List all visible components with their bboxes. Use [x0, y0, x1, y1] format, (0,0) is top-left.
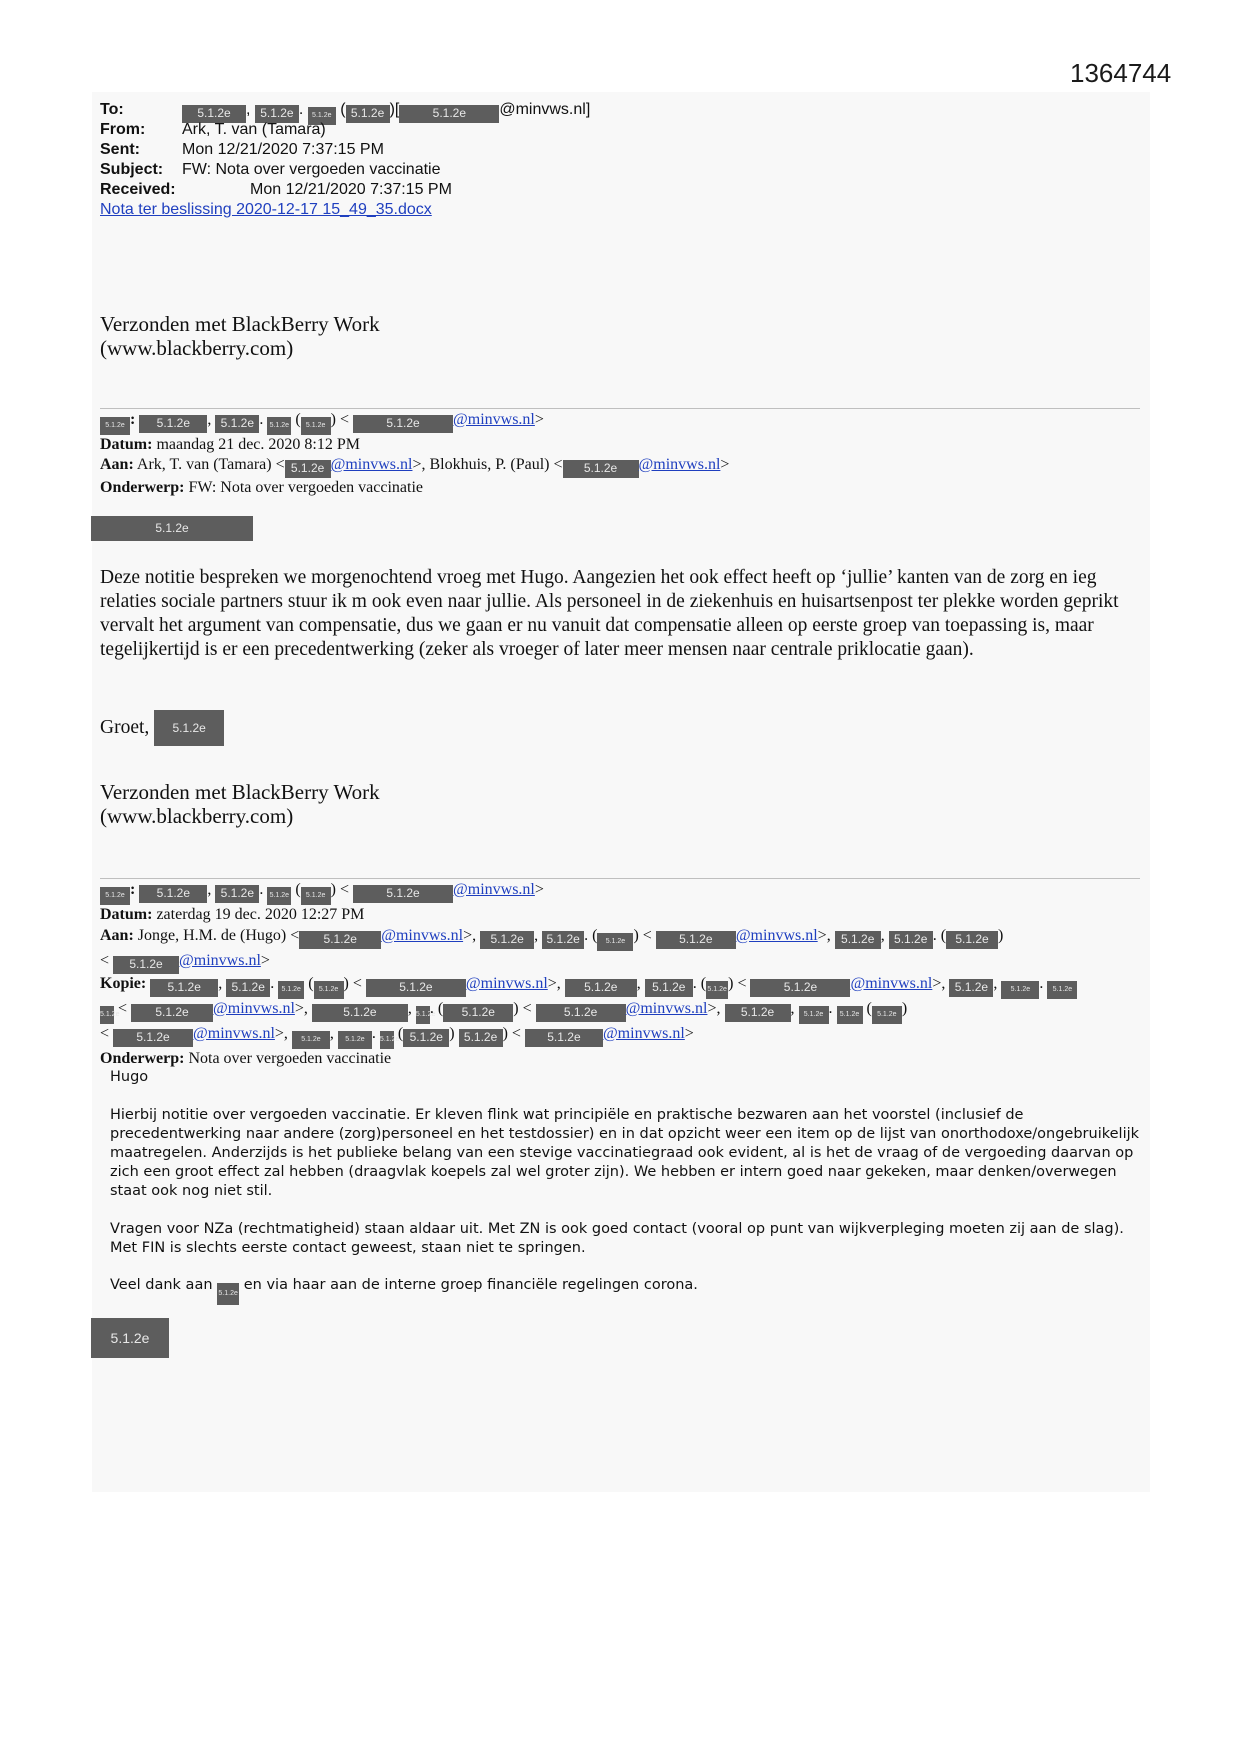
redaction: 5.1.2e: [150, 979, 218, 997]
signature-block: [100, 312, 380, 360]
redaction: 5.1.2e: [563, 460, 639, 478]
redaction: 5.1.2e: [416, 1006, 430, 1024]
salutation: Hugo: [110, 1069, 149, 1085]
received-row: [100, 180, 590, 200]
redaction: 5.1.2e: [338, 1031, 372, 1049]
onderwerp-label: Onderwerp:: [100, 1049, 185, 1067]
redaction: 5.1.2e: [299, 931, 381, 949]
attachment-row: [100, 200, 590, 220]
email-header: [100, 100, 590, 220]
redaction: 5.1.2e: [597, 933, 633, 951]
email-link[interactable]: @minvws.nl: [453, 881, 535, 898]
redaction: 5.1.2e: [226, 979, 270, 997]
email-link[interactable]: @minvws.nl: [179, 951, 261, 969]
aan-name: >, Blokhuis, P. (Paul) <: [412, 456, 563, 473]
redaction: 5.1.2e: [645, 979, 693, 997]
redaction: 5.1.2e: [217, 1283, 239, 1305]
redaction: 5.1.2e: [100, 887, 130, 905]
redaction: 5.1.2e: [706, 981, 728, 999]
redaction: 5.1.2e: [131, 1004, 213, 1022]
redaction: 5.1.2e: [308, 107, 336, 125]
signature-line: Verzonden met BlackBerry Work: [100, 312, 380, 336]
redaction: 5.1.2e: [314, 981, 344, 999]
sender-row: 5.1.2e : 5.1.2e , 5.1.2e . 5.1.2e ( 5.1.2e ) < 5.1.2e @minvws.nl>: [100, 410, 729, 435]
document-number: 1364744: [1070, 58, 1172, 88]
email-link[interactable]: @minvws.nl: [381, 926, 464, 944]
email-link[interactable]: @minvws.nl: [602, 1024, 685, 1042]
sender-row: 5.1.2e : 5.1.2e , 5.1.2e . 5.1.2e ( 5.1.2e ) < 5.1.2e @minvws.nl>: [100, 880, 1077, 905]
sent-row: [100, 140, 590, 160]
from-row: [100, 120, 590, 140]
redaction: 5.1.2e: [139, 415, 207, 433]
redaction: 5.1.2e: [278, 981, 304, 999]
sent-label: Sent:: [100, 141, 140, 158]
received-value: Mon 12/21/2020 7:37:15 PM: [250, 181, 452, 198]
onderwerp-row: [100, 1049, 1077, 1070]
aan-row-cont: < 5.1.2e @minvws.nl>: [100, 951, 1077, 974]
datum-label: Datum:: [100, 906, 153, 923]
redaction: 5.1.2e: [443, 1004, 513, 1022]
kopie-label: Kopie:: [100, 974, 147, 992]
redaction: 5.1.2e: [215, 885, 259, 903]
redaction: 5.1.2e: [285, 460, 331, 478]
email-link[interactable]: @minvws.nl: [330, 456, 413, 473]
kopie-row-cont: < 5.1.2e @minvws.nl>, 5.1.2e , 5.1.2e . 5.1.2e ( 5.1.2e ) 5.1.2e ) < 5.1.2e @minvws.nl>: [100, 1024, 1077, 1049]
message-body: Deze notitie bespreken we morgenochtend vroeg met Hugo. Aangezien het ook effect heeft op ‘jullie’ kanten van de zorg en ieg relaties sociale partners stuur ik m ook even naar jullie. Als personeel in de ziekenhuis en huisartsenpost ter plekke worden geprikt vervalt het argument van compensatie, dus we gaan er nu vanuit dat compensatie alleen op eerste groep van toepassing is, maar tegelijkertijd is er een precedentwerking (zeker als vroeger of later meer mensen naar centrale priklocatie gaan).: [100, 567, 1119, 660]
to-label: To:: [100, 101, 124, 118]
onderwerp-row: [100, 478, 729, 498]
redaction: 5.1.2e: [366, 979, 466, 997]
redaction: 5.1.2e: [656, 931, 736, 949]
onderwerp-label: Onderwerp:: [100, 479, 185, 496]
redaction: 5.1.2e: [799, 1006, 829, 1024]
email-link[interactable]: @minvws.nl: [213, 999, 295, 1017]
email-link[interactable]: @minvws.nl: [453, 411, 535, 428]
redaction: 5.1.2e: [312, 1004, 408, 1022]
divider: [100, 408, 1140, 409]
to-suffix: @minvws.nl]: [499, 101, 591, 118]
email-link[interactable]: @minvws.nl: [850, 974, 933, 992]
body-paragraph: Vragen voor NZa (rechtmatigheid) staan aldaar uit. Met ZN is ook goed contact (vooral op punt van wijkverpleging moeten zij aan de slag). Met FIN is slechts eerste contact geweest, staan niet te springen.: [110, 1221, 1124, 1256]
received-label: Received:: [100, 181, 176, 198]
redaction: 5.1.2e: [91, 516, 253, 541]
aan-row: Aan: Jonge, H.M. de (Hugo) < 5.1.2e @minvws.nl>, 5.1.2e , 5.1.2e . ( 5.1.2e ) < 5.1.2e @minvws.nl>, 5.1.2e , 5.1.2e . ( 5.1.2e ): [100, 926, 1077, 951]
aan-label: Aan:: [100, 926, 134, 944]
redaction: 5.1.2e: [154, 710, 224, 746]
redaction: 5.1.2e: [100, 1006, 114, 1024]
subject-value: FW: Nota over vergoeden vaccinatie: [182, 161, 441, 178]
redaction: 5.1.2e: [380, 1031, 394, 1049]
redaction: 5.1.2e: [949, 979, 993, 997]
body-paragraph: Hierbij notitie over vergoeden vaccinatie. Er kleven flink wat principiële en praktische bezwaren aan het voorstel (inclusief de precedentwerking naar andere (zorg)personeel en het testdossier) en in dat opzicht weer een item op de lijst van onorthodoxe/ongebruikelijk maatregelen. Anderzijds is het publieke belang van een stevige vaccinatiegraad ook evident, al is het de vraag of de vergoeding daarvan op zich een groot effect zal hebben (draagvlak koepels zal wel groter zijn). We hebben er intern goed naar gekeken, maar denken/overwegen staat ook nog niet stil.: [110, 1107, 1140, 1199]
email-link[interactable]: @minvws.nl: [193, 1024, 275, 1042]
from-value: Ark, T. van (Tamara): [182, 121, 326, 138]
redaction: 5.1.2e: [946, 931, 998, 949]
redaction: 5.1.2e: [1001, 981, 1039, 999]
greeting: Groet,: [100, 717, 150, 738]
aan-name: Jonge, H.M. de (Hugo) <: [137, 926, 300, 944]
datum-value: zaterdag 19 dec. 2020 12:27 PM: [156, 906, 365, 923]
kopie-row-cont: 5.1.2e < 5.1.2e @minvws.nl>, 5.1.2e , 5.1.2e. ( 5.1.2e ) < 5.1.2e @minvws.nl>, 5.1.2e , 5.1.2e . 5.1.2e ( 5.1.2e ): [100, 999, 1077, 1024]
aan-label: Aan:: [100, 456, 134, 473]
redaction: 5.1.2e: [525, 1029, 603, 1047]
thanks-text: Veel dank aan: [110, 1277, 213, 1293]
redaction: 5.1.2e: [113, 956, 179, 974]
redaction: 5.1.2e: [536, 1004, 626, 1022]
aan-row: Aan: Ark, T. van (Tamara) < 5.1.2e @minvws.nl>, Blokhuis, P. (Paul) < 5.1.2e @minvws.nl>: [100, 455, 729, 478]
subject-label: Subject:: [100, 161, 164, 178]
redaction: 5.1.2e: [403, 1029, 449, 1047]
email-link[interactable]: @minvws.nl: [465, 974, 548, 992]
redaction: 5.1.2e: [292, 1031, 330, 1049]
onderwerp-value: Nota over vergoeden vaccinatie: [188, 1049, 392, 1067]
email-link[interactable]: @minvws.nl: [735, 926, 818, 944]
email-link[interactable]: @minvws.nl: [625, 999, 708, 1017]
greeting-row: [100, 710, 1140, 746]
redaction: 5.1.2e: [1047, 981, 1077, 999]
datum-row: [100, 905, 1077, 926]
redaction: 5.1.2e: [301, 417, 331, 435]
forward-header-1: [100, 410, 729, 498]
redaction: 5.1.2e: [301, 887, 331, 905]
redaction: 5.1.2e: [399, 105, 499, 123]
redaction: 5.1.2e: [725, 1004, 791, 1022]
kopie-row: Kopie: 5.1.2e , 5.1.2e . 5.1.2e ( 5.1.2e ) < 5.1.2e @minvws.nl>, 5.1.2e , 5.1.2e . (5.1.2e) < 5.1.2e @minvws.nl>, 5.1.2e , 5.1.2e . 5.1.2e: [100, 974, 1077, 999]
signature-url: (www.blackberry.com): [100, 336, 294, 360]
redaction: 5.1.2e: [100, 417, 130, 435]
email-link[interactable]: @minvws.nl: [638, 456, 721, 473]
onderwerp-value: FW: Nota over vergoeden vaccinatie: [188, 479, 424, 496]
redaction: 5.1.2e: [267, 417, 291, 435]
thanks-text: en via haar aan de interne groep financiële regelingen corona.: [243, 1277, 698, 1293]
signature-url: (www.blackberry.com): [100, 804, 294, 828]
signature-block: [100, 780, 380, 828]
sent-value: Mon 12/21/2020 7:37:15 PM: [182, 141, 384, 158]
signature-line: Verzonden met BlackBerry Work: [100, 780, 380, 804]
redaction: 5.1.2e: [182, 105, 246, 123]
redaction: 5.1.2e: [255, 105, 299, 123]
redaction: 5.1.2e: [346, 105, 390, 123]
redaction: 5.1.2e: [750, 979, 850, 997]
thanks-row: [110, 1276, 1140, 1305]
redaction: 5.1.2e: [139, 885, 207, 903]
forward-header-2: [100, 880, 1077, 1070]
redaction: 5.1.2e: [353, 885, 453, 903]
datum-row: [100, 435, 729, 455]
redaction: 5.1.2e: [565, 979, 637, 997]
redaction: 5.1.2e: [542, 931, 584, 949]
redaction: 5.1.2e: [872, 1006, 902, 1024]
to-row: To: 5.1.2e , 5.1.2e . 5.1.2e ( 5.1.2e )[ 5.1.2e @minvws.nl]: [100, 100, 590, 120]
redaction: 5.1.2e: [480, 931, 534, 949]
redaction: 5.1.2e: [889, 931, 933, 949]
aan-name: Ark, T. van (Tamara) <: [136, 456, 285, 473]
datum-value: maandag 21 dec. 2020 8:12 PM: [156, 436, 360, 453]
attachment-link[interactable]: Nota ter beslissing 2020-12-17 15_49_35.docx: [100, 201, 432, 218]
redaction: 5.1.2e: [353, 415, 453, 433]
redaction: 5.1.2e: [113, 1029, 193, 1047]
redaction: 5.1.2e: [837, 1006, 863, 1024]
redaction: 5.1.2e: [267, 887, 291, 905]
subject-row: [100, 160, 590, 180]
divider: [100, 878, 1140, 879]
redaction: 5.1.2e: [459, 1029, 503, 1047]
redaction: 5.1.2e: [835, 931, 881, 949]
from-label: From:: [100, 121, 146, 138]
datum-label: Datum:: [100, 436, 153, 453]
redaction: 5.1.2e: [91, 1318, 169, 1358]
redaction: 5.1.2e: [215, 415, 259, 433]
